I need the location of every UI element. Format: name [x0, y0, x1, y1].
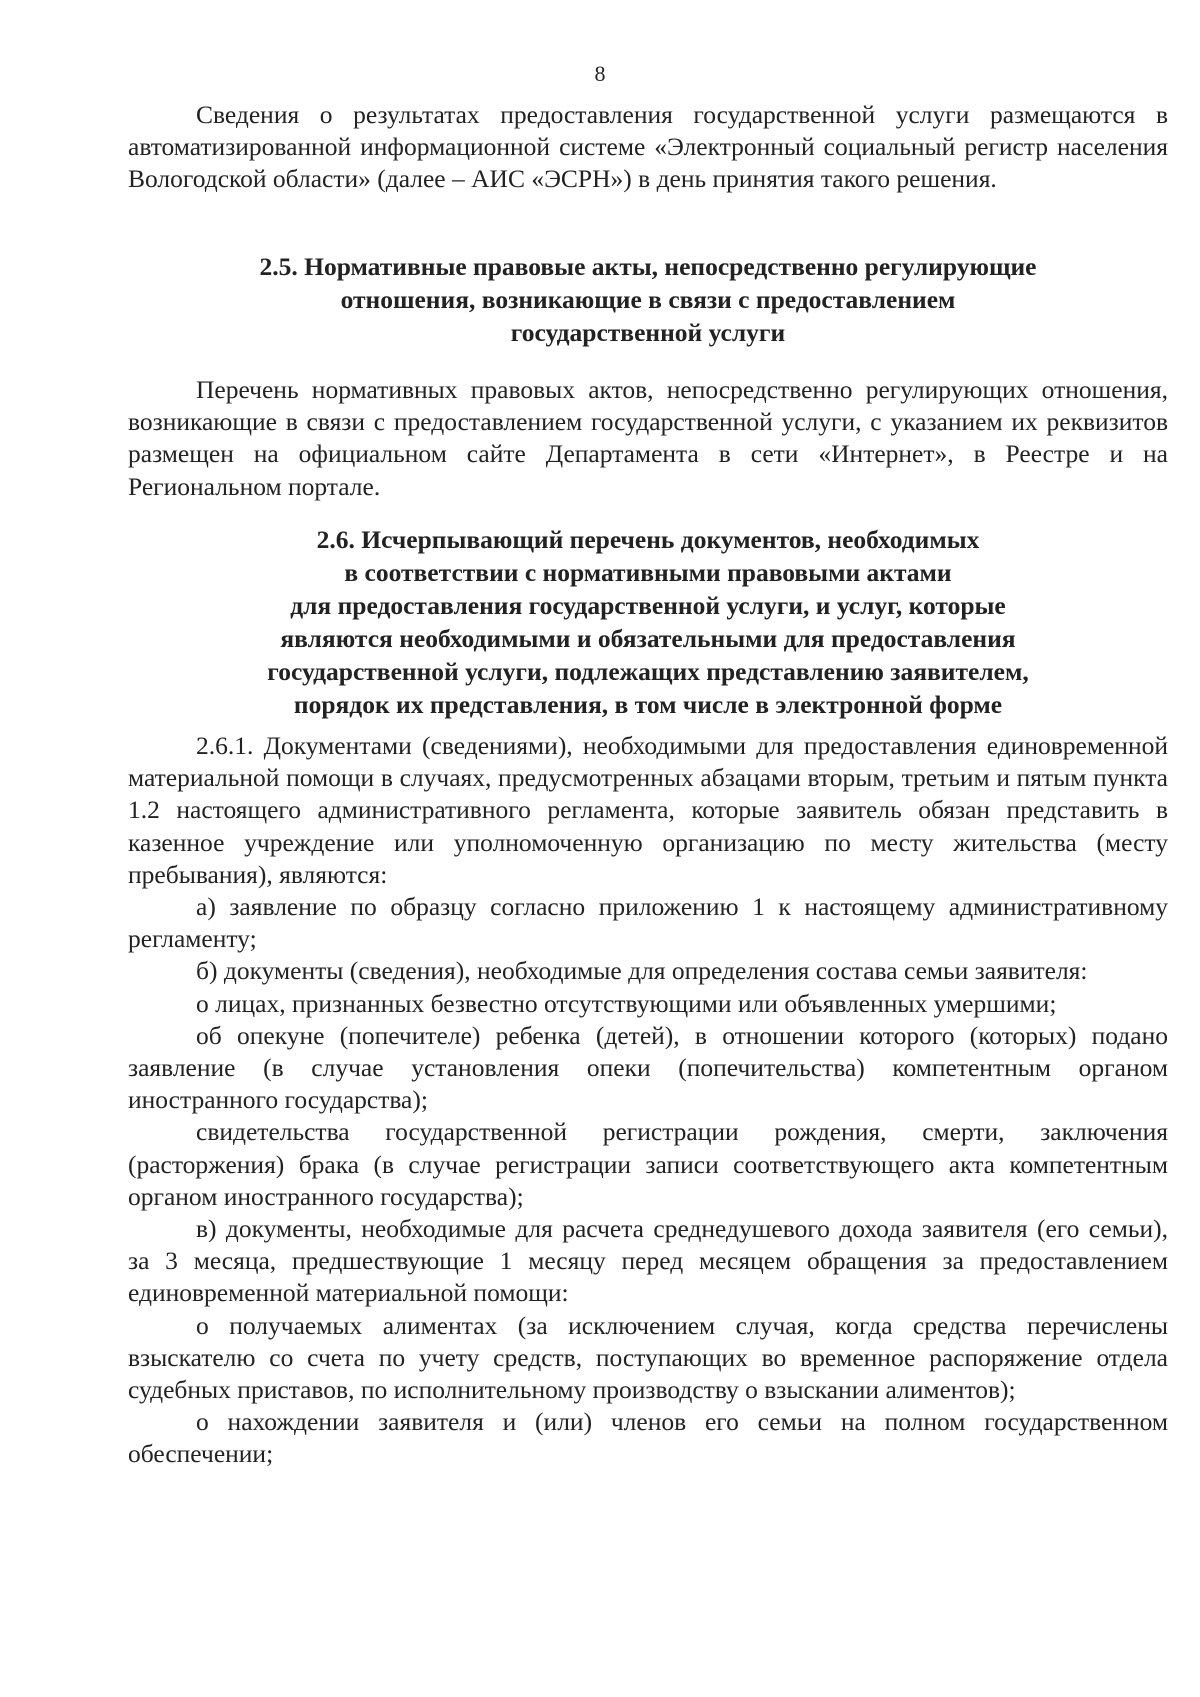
- heading-line: отношения, возникающие в связи с предоставлением: [340, 285, 956, 314]
- section-2-6-body: [128, 730, 1168, 1471]
- heading-line: государственной услуги: [510, 318, 786, 347]
- page-number: 8: [594, 61, 606, 86]
- heading-line: 2.6. Исчерпывающий перечень документов, необходимых: [316, 525, 980, 554]
- heading-line: порядок их представления, в том числе в электронной форме: [293, 690, 1003, 719]
- section-paragraph: о нахождении заявителя и (или) членов его семьи на полном государственном обеспечении;: [128, 1407, 1168, 1469]
- intro-block: [128, 99, 1168, 196]
- section-2-5-body: [128, 374, 1168, 503]
- intro-paragraph: Сведения о результатах предоставления государственной услуги размещаются в автоматизированной информационной системе «Электронный социальный регистр населения Вологодской области» (далее – АИС «ЭСРН») в день принятия такого решения.: [128, 100, 1168, 194]
- section-paragraph: о получаемых алиментах (за исключением случая, когда средства перечислены взыскателю со счета по учету средств, поступающих во временное распоряжение отдела судебных приставов, по исполнительному производству о взыскании алиментов);: [128, 1310, 1168, 1405]
- section-paragraph: в) документы, необходимые для расчета среднедушевого дохода заявителя (его семьи), за 3 месяца, предшествующие 1 месяцу перед месяцем обращения за предоставлением единовременной материальной помощи:: [128, 1214, 1168, 1308]
- section-paragraph: Перечень нормативных правовых актов, непосредственно регулирующих отношения, возникающие в связи с предоставлением государственной услуги, с указанием их реквизитов размещен на официальном сайте Департамента в сети «Интернет», в Реестре и на Региональном портале.: [128, 375, 1168, 501]
- heading-line: государственной услуги, подлежащих представлению заявителем,: [267, 657, 1029, 686]
- heading-line: для предоставления государственной услуги, и услуг, которые: [290, 591, 1006, 620]
- heading-line: в соответствии с нормативными правовыми актами: [344, 558, 952, 587]
- heading-line: 2.5. Нормативные правовые акты, непосредственно регулирующие: [259, 252, 1037, 281]
- section-paragraph: о лицах, признанных безвестно отсутствующими или объявленных умершими;: [196, 988, 1057, 1018]
- heading-line: являются необходимыми и обязательными для предоставления: [280, 624, 1016, 653]
- section-paragraph: б) документы (сведения), необходимые для определения состава семьи заявителя:: [196, 956, 1088, 986]
- section-2-6-heading: [128, 523, 1168, 721]
- section-paragraph: свидетельства государственной регистрации рождения, смерти, заключения (расторжения) брака (в случае регистрации записи соответствующего акта компетентным органом иностранного государства);: [128, 1117, 1168, 1211]
- section-2-5-heading: [128, 250, 1168, 349]
- section-paragraph: 2.6.1. Документами (сведениями), необходимыми для предоставления единовременной материальной помощи в случаях, предусмотренных абзацами вторым, третьим и пятым пункта 1.2 настоящего административного регламента, которые заявитель обязан представить в казенное учреждение или уполномоченную организацию по месту жительства (месту пребывания), являются:: [128, 731, 1168, 889]
- section-heading: [128, 250, 1168, 349]
- section-paragraph: об опекуне (попечителе) ребенка (детей), в отношении которого (которых) подано заявление (в случае установления опеки (попечительства) компетентным органом иностранного государства);: [128, 1020, 1168, 1115]
- section-paragraph: а) заявление по образцу согласно приложению 1 к настоящему административному регламенту;: [128, 892, 1168, 954]
- section-heading: [128, 523, 1168, 721]
